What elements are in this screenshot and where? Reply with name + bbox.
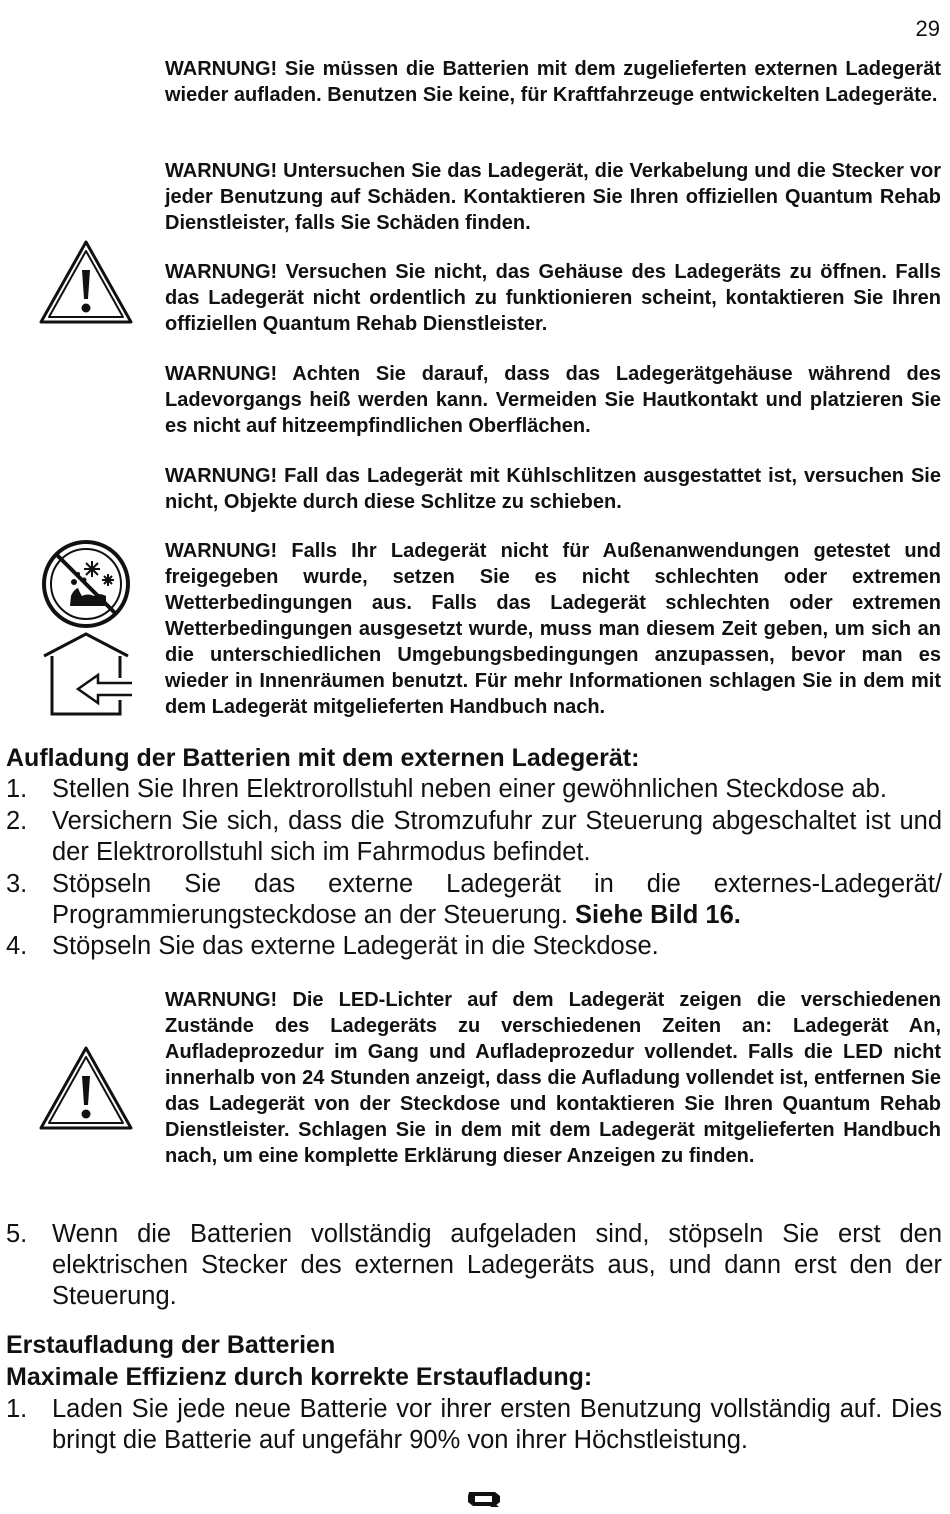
warning-weather: WARNUNG! Falls Ihr Ladegerät nicht für Außenanwendungen getestet und freigegeben wurde, setzen Sie es nicht schlechten oder extremen Wetterbedingungen aus. Falls das Ladegerät schlechten oder extremen Wetterbedingungen ausgesetzt wurde, muss man diesem Zeit geben, um sich an die unterschiedlichen Umgebungsbedingungen anzupassen, bevor man es wieder in Innenräumen benutzt. Für mehr Informationen schlagen Sie in dem mit dem Ladegerät mitgelieferten Handbuch nach.: [165, 540, 941, 718]
step-5: [6, 1219, 942, 1312]
initial-step-1: [6, 1394, 942, 1456]
step-3-text: Stöpseln Sie das externe Ladegerät in die externes-Ladegerät/ Programmierungsteckdose an der Steuerung.: [52, 870, 942, 929]
step-4: [6, 931, 942, 962]
warning-triangle-icon: [38, 238, 134, 326]
step-number: 4.: [6, 932, 28, 960]
step-text: Wenn die Batterien vollständig aufgeladen sind, stöpseln Sie erst den elektrischen Stecker des externen Ladegeräts aus, und dann erst den der Steuerung.: [52, 1220, 942, 1310]
page-number: 29: [915, 16, 940, 41]
step-text: Stellen Sie Ihren Elektrorollstuhl neben einer gewöhnlichen Steckdose ab.: [52, 775, 887, 803]
warning-triangle-icon: [38, 1044, 134, 1132]
section-heading-initial-charge: Erstaufladung der Batterien: [6, 1331, 336, 1359]
section-subheading-efficiency: Maximale Effizienz durch korrekte Erstaufladung:: [6, 1363, 593, 1391]
section-heading-charging: Aufladung der Batterien mit dem externen Ladegerät:: [6, 744, 640, 772]
step-text: Stöpseln Sie das externe Ladegerät in die Steckdose.: [52, 932, 659, 960]
warning-do-not-open: WARNUNG! Versuchen Sie nicht, das Gehäuse des Ladegeräts zu öffnen. Falls das Ladegerät nicht ordentlich zu funktionieren scheint, kontaktieren Sie Ihren offiziellen Quantum Rehab Dienstleister.: [165, 261, 941, 335]
step-number: 2.: [6, 807, 28, 835]
no-weather-exposure-icon: [40, 538, 132, 630]
step-text: Laden Sie jede neue Batterie vor ihrer ersten Benutzung vollständig auf. Dies bringt die Batterie auf ungefähr 90% von ihrer Höchstleistung.: [52, 1395, 942, 1454]
warning-inspect-charger: WARNUNG! Untersuchen Sie das Ladegerät, die Verkabelung und die Stecker vor jeder Benutzung auf Schäden. Kontaktieren Sie Ihren offiziellen Quantum Rehab Dienstleister, falls Sie Schäden finden.: [165, 160, 941, 234]
warning-hot-housing: WARNUNG! Achten Sie darauf, dass das Ladegerätgehäuse während des Ladevorgangs heiß werden kann. Vermeiden Sie Hautkontakt und platzieren Sie es nicht auf hitzeempfindlichen Oberflächen.: [165, 363, 941, 437]
step-number: 1.: [6, 775, 28, 803]
step-3: [6, 869, 942, 931]
warning-external-charger: WARNUNG! Sie müssen die Batterien mit dem zugelieferten externen Ladegerät wieder aufladen. Benutzen Sie keine, für Kraftfahrzeuge entwickelten Ladegeräte.: [165, 58, 941, 106]
step-text: Versichern Sie sich, dass die Stromzufuhr zur Steuerung abgeschaltet ist und der Elektrorollstuhl sich im Fahrmodus befindet.: [52, 807, 942, 866]
step-text: [52, 869, 942, 931]
quantum-logo-icon: [465, 1490, 503, 1508]
warning-cooling-slots: WARNUNG! Fall das Ladegerät mit Kühlschlitzen ausgestattet ist, versuchen Sie nicht, Objekte durch diese Schlitze zu schieben.: [165, 465, 941, 513]
figure-reference: Siehe Bild 16.: [575, 901, 741, 929]
indoor-house-icon: [38, 630, 134, 718]
step-2: [6, 806, 942, 868]
step-number: 1.: [6, 1395, 28, 1423]
step-number: 3.: [6, 870, 28, 898]
step-number: 5.: [6, 1220, 28, 1248]
warning-led: WARNUNG! Die LED-Lichter auf dem Ladegerät zeigen die verschiedenen Zustände des Ladegeräts zu verschiedenen Zeiten an: Ladegerät An, Aufladeprozedur im Gang und Aufladeprozedur vollendet. Falls die LED nicht innerhalb von 24 Stunden anzeigt, dass die Aufladung vollendet ist, entfernen Sie das Ladegerät von der Steckdose und kontaktieren Sie Ihren Quantum Rehab Dienstleister. Schlagen Sie in dem mit dem Ladegerät mitgelieferten Handbuch nach, um eine komplette Erklärung dieser Anzeigen zu finden.: [165, 989, 941, 1167]
step-1: [6, 774, 942, 805]
